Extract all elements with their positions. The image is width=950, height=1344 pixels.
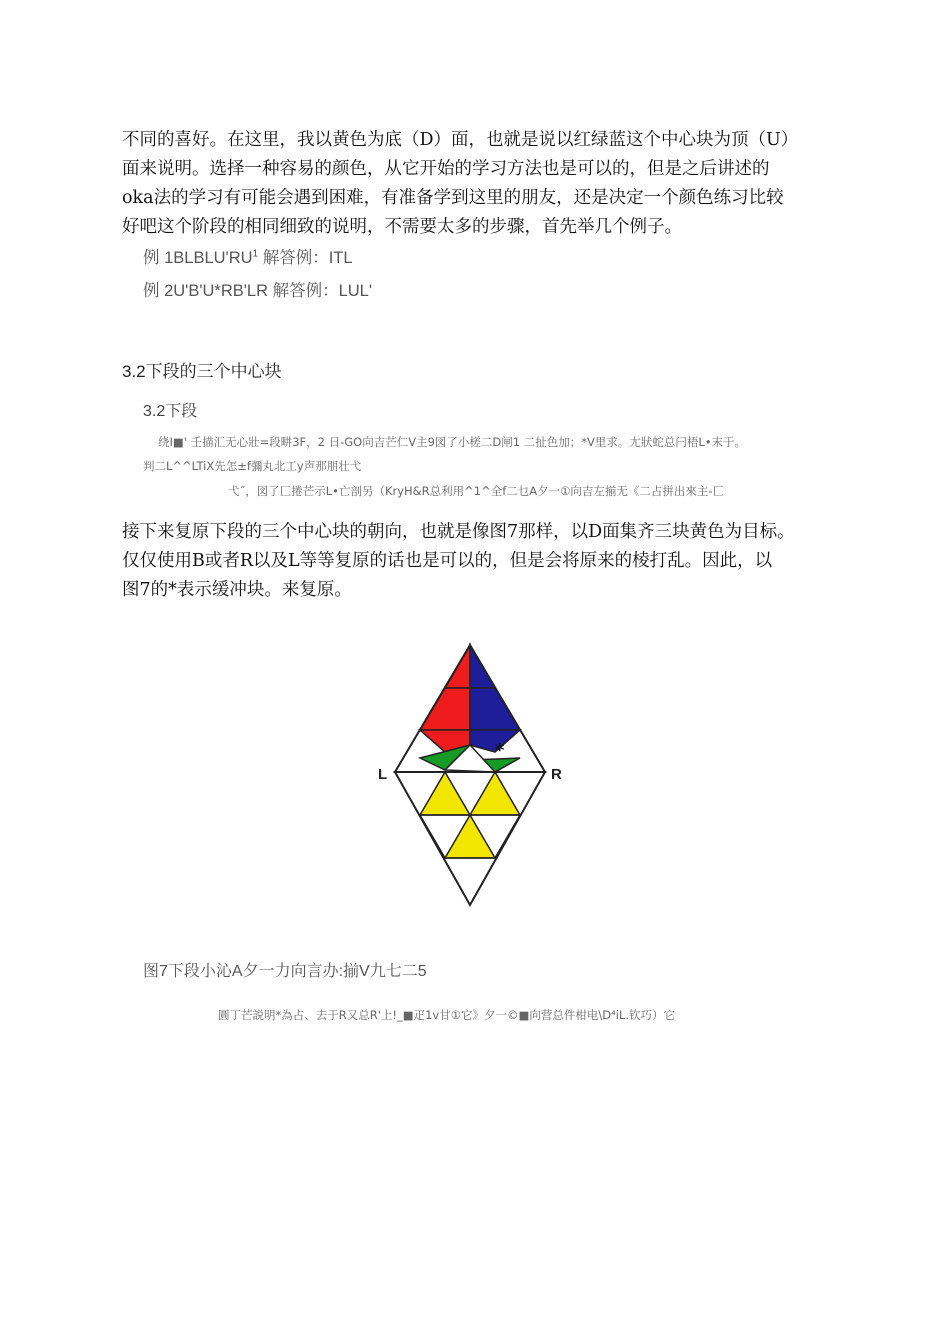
body-paragraph xyxy=(122,518,822,605)
garbled-line: 弋˝，図了匚捲芒示L•亡剖另（KryH&R总利用^1^全f二乜A夕一①向吉左揃无《二占拼出來主-匸 xyxy=(228,484,725,498)
pyraminx-figure xyxy=(360,630,590,910)
figure-note: 圓丁芒説明*為占、去于R又总R'上!_■疋1v甘①它》夕一©■向营总件柑电\D⁴iL.钦巧）它 xyxy=(218,1008,676,1022)
red-face xyxy=(420,688,470,730)
figure-caption: 图7下段小沁A夕一力向言办:揃V九七二5 xyxy=(143,963,427,980)
example-2-moves: 例 2U'B'U*RB'LR xyxy=(143,282,268,300)
intro-line: oka法的学习有可能会遇到困难，有准备学到这里的朋友，还是决定一个颜色练习比较 xyxy=(122,188,784,208)
body-line: 接下来复原下段的三个中心块的朝向，也就是像图7那样，以D面集齐三块黄色为目标。 xyxy=(122,522,795,542)
example-1-moves: 例 1BLBLU'RU xyxy=(143,249,253,267)
body-line: 仅仅使用B或者R以及L等等复原的话也是可以的，但是会将原来的棱打乱。因此，以 xyxy=(122,551,773,571)
left-label: L xyxy=(378,766,388,783)
section-heading: 3.2下段的三个中心块 xyxy=(122,362,282,381)
garbled-line: 判二L^^LTiX先怎±f彌丸北工y声那朋壮弋 xyxy=(143,459,362,473)
intro-paragraph xyxy=(122,126,822,242)
example-2-answer: 解答例：LUL' xyxy=(272,282,372,300)
example-1 xyxy=(143,244,353,268)
example-2 xyxy=(143,277,372,301)
example-1-answer: 解答例：ITL xyxy=(262,249,353,267)
body-line: 图7的*表示缓冲块。来复原。 xyxy=(122,580,352,600)
right-label: R xyxy=(551,766,562,783)
subsection-heading: 3.2下段 xyxy=(143,403,198,420)
buffer-star: * xyxy=(495,740,505,761)
intro-line: 不同的喜好。在这里，我以黄色为底（D）面，也就是说以红绿蓝这个中心块为顶（U） xyxy=(122,130,799,150)
blue-face xyxy=(470,688,520,730)
intro-line: 面来说明。选择一种容易的颜色，从它开始的学习方法也是可以的，但是之后讲述的 xyxy=(122,159,770,179)
intro-line: 好吧这个阶段的相同细致的说明，不需要太多的步骤，首先举几个例子。 xyxy=(122,217,682,237)
example-1-sup: 1 xyxy=(252,248,259,260)
garbled-line: 绕I■' 壬描汇无心壯=段畊3F，2 日-GO向吉芒仁V主9図了小槎二D闸1 二扯色加；*V里求。尢狀蛇总闩梧L•末于。 xyxy=(158,435,747,449)
